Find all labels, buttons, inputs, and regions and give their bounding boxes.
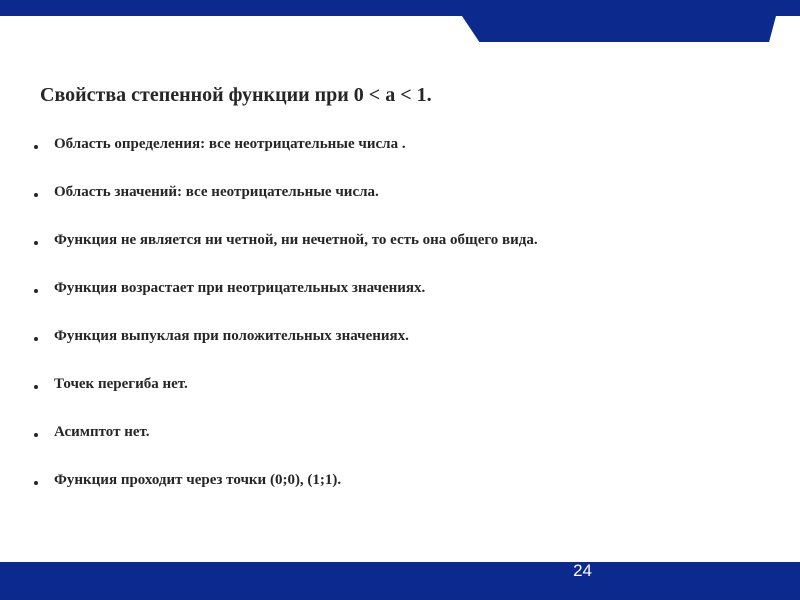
list-item bbox=[34, 178, 774, 226]
header-band bbox=[0, 0, 800, 46]
list-item bbox=[34, 322, 774, 370]
bullet-icon bbox=[34, 337, 38, 341]
property-text: Асимптот нет. bbox=[54, 424, 150, 440]
page-number: 24 bbox=[573, 561, 592, 580]
footer-bar bbox=[0, 562, 800, 600]
list-item bbox=[34, 370, 774, 418]
bullet-icon bbox=[34, 385, 38, 389]
list-item bbox=[34, 130, 774, 178]
bullet-icon bbox=[34, 241, 38, 245]
bullet-icon bbox=[34, 289, 38, 293]
list-item bbox=[34, 226, 774, 274]
property-text: Функция возрастает при неотрицательных значениях. bbox=[54, 280, 426, 296]
bullet-icon bbox=[34, 433, 38, 437]
bullet-icon bbox=[34, 481, 38, 485]
list-item bbox=[34, 418, 774, 466]
properties-list bbox=[34, 130, 774, 514]
property-text: Функция выпуклая при положительных значениях. bbox=[54, 328, 409, 344]
list-item bbox=[34, 466, 774, 514]
slide-title: Свойства степенной функции при 0 < a < 1. bbox=[40, 84, 432, 106]
bullet-icon bbox=[34, 193, 38, 197]
property-text: Область определения: все неотрицательные числа . bbox=[54, 136, 406, 152]
property-text: Функция проходит через точки (0;0), (1;1). bbox=[54, 472, 342, 488]
list-item bbox=[34, 274, 774, 322]
bullet-icon bbox=[34, 145, 38, 149]
property-text: Функция не является ни четной, ни нечетной, то есть она общего вида. bbox=[54, 232, 538, 248]
property-text: Точек перегиба нет. bbox=[54, 376, 188, 392]
property-text: Область значений: все неотрицательные числа. bbox=[54, 184, 379, 200]
